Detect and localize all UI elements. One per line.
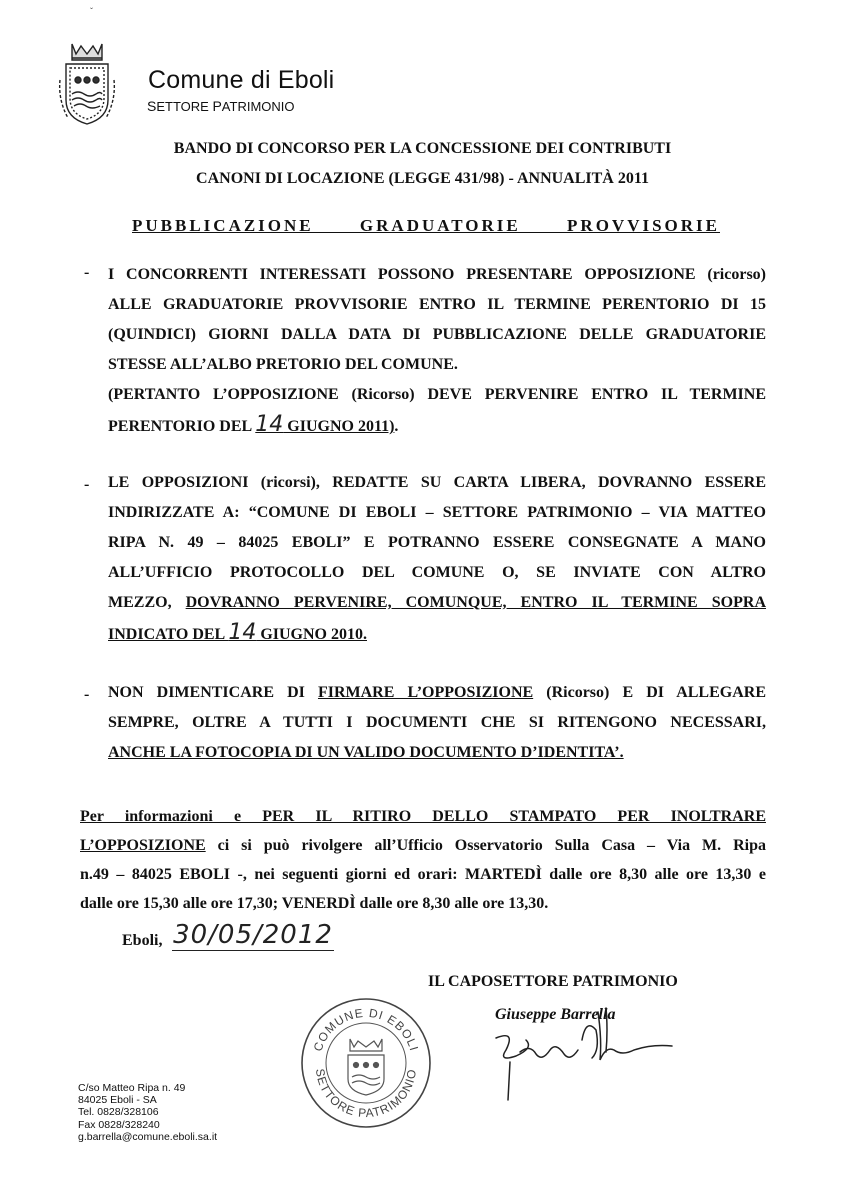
handwritten-signature <box>486 1000 676 1110</box>
stamp-top-text: COMUNE DI EBOLI <box>310 1005 422 1054</box>
para2-line-6: INDICATO DEL 14 GIUGNO 2010. <box>108 620 367 645</box>
document-title <box>0 140 845 200</box>
para1-line-6: PERENTORIO DEL 14 GIUGNO 2011). <box>108 412 399 437</box>
para3-line-2: SEMPRE, OLTRE A TUTTI I DOCUMENTI CHE SI RITENGONO NECESSARI, <box>108 714 766 731</box>
para1-line-3: (QUINDICI) GIORNI DALLA DATA DI PUBBLICAZIONE DELLE GRADUATORIE <box>108 326 766 343</box>
para1-line-5: (PERTANTO L’OPPOSIZIONE (Ricorso) DEVE PERVENIRE ENTRO IL TERMINE <box>108 386 766 403</box>
handwritten-date: 30/05/2012 <box>173 920 333 950</box>
para2-line-3: RIPA N. 49 – 84025 EBOLI” E POTRANNO ESSERE CONSEGNATE A MANO <box>108 534 766 551</box>
info-line-4: dalle ore 15,30 alle ore 17,30; VENERDÌ dalle ore 8,30 alle ore 13,30. <box>80 895 549 912</box>
para2-line-1: LE OPPOSIZIONI (ricorsi), REDATTE SU CARTA LIBERA, DOVRANNO ESSERE <box>108 474 766 491</box>
official-stamp <box>298 995 434 1131</box>
bullet-3: - <box>84 686 90 703</box>
address-phone: Tel. 0828/328106 <box>78 1106 159 1119</box>
para3-line-1: NON DIMENTICARE DI FIRMARE L’OPPOSIZIONE (Ricorso) E DI ALLEGARE <box>108 684 766 701</box>
stamp-bottom-text: SETTORE PATRIMONIO <box>312 1067 420 1121</box>
para1-line-4: STESSE ALL’ALBO PRETORIO DEL COMUNE. <box>108 356 458 373</box>
para2-line-5: MEZZO, DOVRANNO PERVENIRE, COMUNQUE, ENTRO IL TERMINE SOPRA <box>108 594 767 611</box>
para2-line-2: INDIRIZZATE A: “COMUNE DI EBOLI – SETTORE PATRIMONIO – VIA MATTEO <box>108 504 766 521</box>
signer-name: Giuseppe Barrella <box>495 1006 616 1023</box>
info-line-2: L’OPPOSIZIONE ci si può rivolgere all’Ufficio Osservatorio Sulla Casa – Via M. Ripa <box>80 837 766 854</box>
para1-line-2: ALLE GRADUATORIE PROVVISORIE ENTRO IL TERMINE PERENTORIO DI 15 <box>108 296 766 313</box>
paragraph-where-to-send <box>108 468 766 650</box>
para3-line-3: ANCHE LA FOTOCOPIA DI UN VALIDO DOCUMENTO D’IDENTITA’. <box>108 744 624 761</box>
info-line-3: n.49 – 84025 EBOLI -, nei seguenti giorni ed orari: MARTEDÌ dalle ore 8,30 alle ore 13,30 e <box>80 866 766 883</box>
address-email: g.barrella@comune.eboli.sa.it <box>78 1130 218 1143</box>
scan-mark: ˇ <box>90 6 93 16</box>
bullet-1: - <box>84 264 90 281</box>
info-line-1: Per informazioni e PER IL RITIRO DELLO STAMPATO PER INOLTRARE <box>80 808 766 825</box>
coat-of-arms-logo <box>58 40 116 128</box>
organization-sector: SETTORE PATRIMONIO <box>147 98 295 114</box>
para1-line-1: I CONCORRENTI INTERESSATI POSSONO PRESENTARE OPPOSIZIONE (ricorso) <box>108 266 766 283</box>
handwritten-day-1: 14 <box>255 412 284 437</box>
title-line-2: CANONI DI LOCAZIONE (LEGGE 431/98) - ANNUALITÀ 2011 <box>196 170 649 187</box>
organization-name: Comune di Eboli <box>148 66 335 94</box>
svg-text:SETTORE PATRIMONIO <box>313 1068 419 1120</box>
paragraph-opposition-deadline <box>108 260 766 442</box>
bullet-2: - <box>84 476 90 493</box>
place-label: Eboli, <box>122 932 163 949</box>
address-city: 84025 Eboli - SA <box>78 1094 157 1107</box>
office-address <box>78 1082 217 1143</box>
handwritten-day-2: 14 <box>228 620 257 645</box>
para2-line-4: ALL’UFFICIO PROTOCOLLO DEL COMUNE O, SE INVIATE CON ALTRO <box>108 564 766 581</box>
title-line-1: BANDO DI CONCORSO PER LA CONCESSIONE DEI CONTRIBUTI <box>173 140 672 157</box>
signer-title: IL CAPOSETTORE PATRIMONIO <box>428 973 678 990</box>
address-street: C/so Matteo Ripa n. 49 <box>78 1082 186 1094</box>
section-heading: PUBBLICAZIONE GRADUATORIE PROVVISORIE <box>132 216 720 235</box>
address-fax: Fax 0828/328240 <box>78 1118 160 1131</box>
info-paragraph <box>80 802 766 918</box>
paragraph-reminder <box>108 678 766 768</box>
